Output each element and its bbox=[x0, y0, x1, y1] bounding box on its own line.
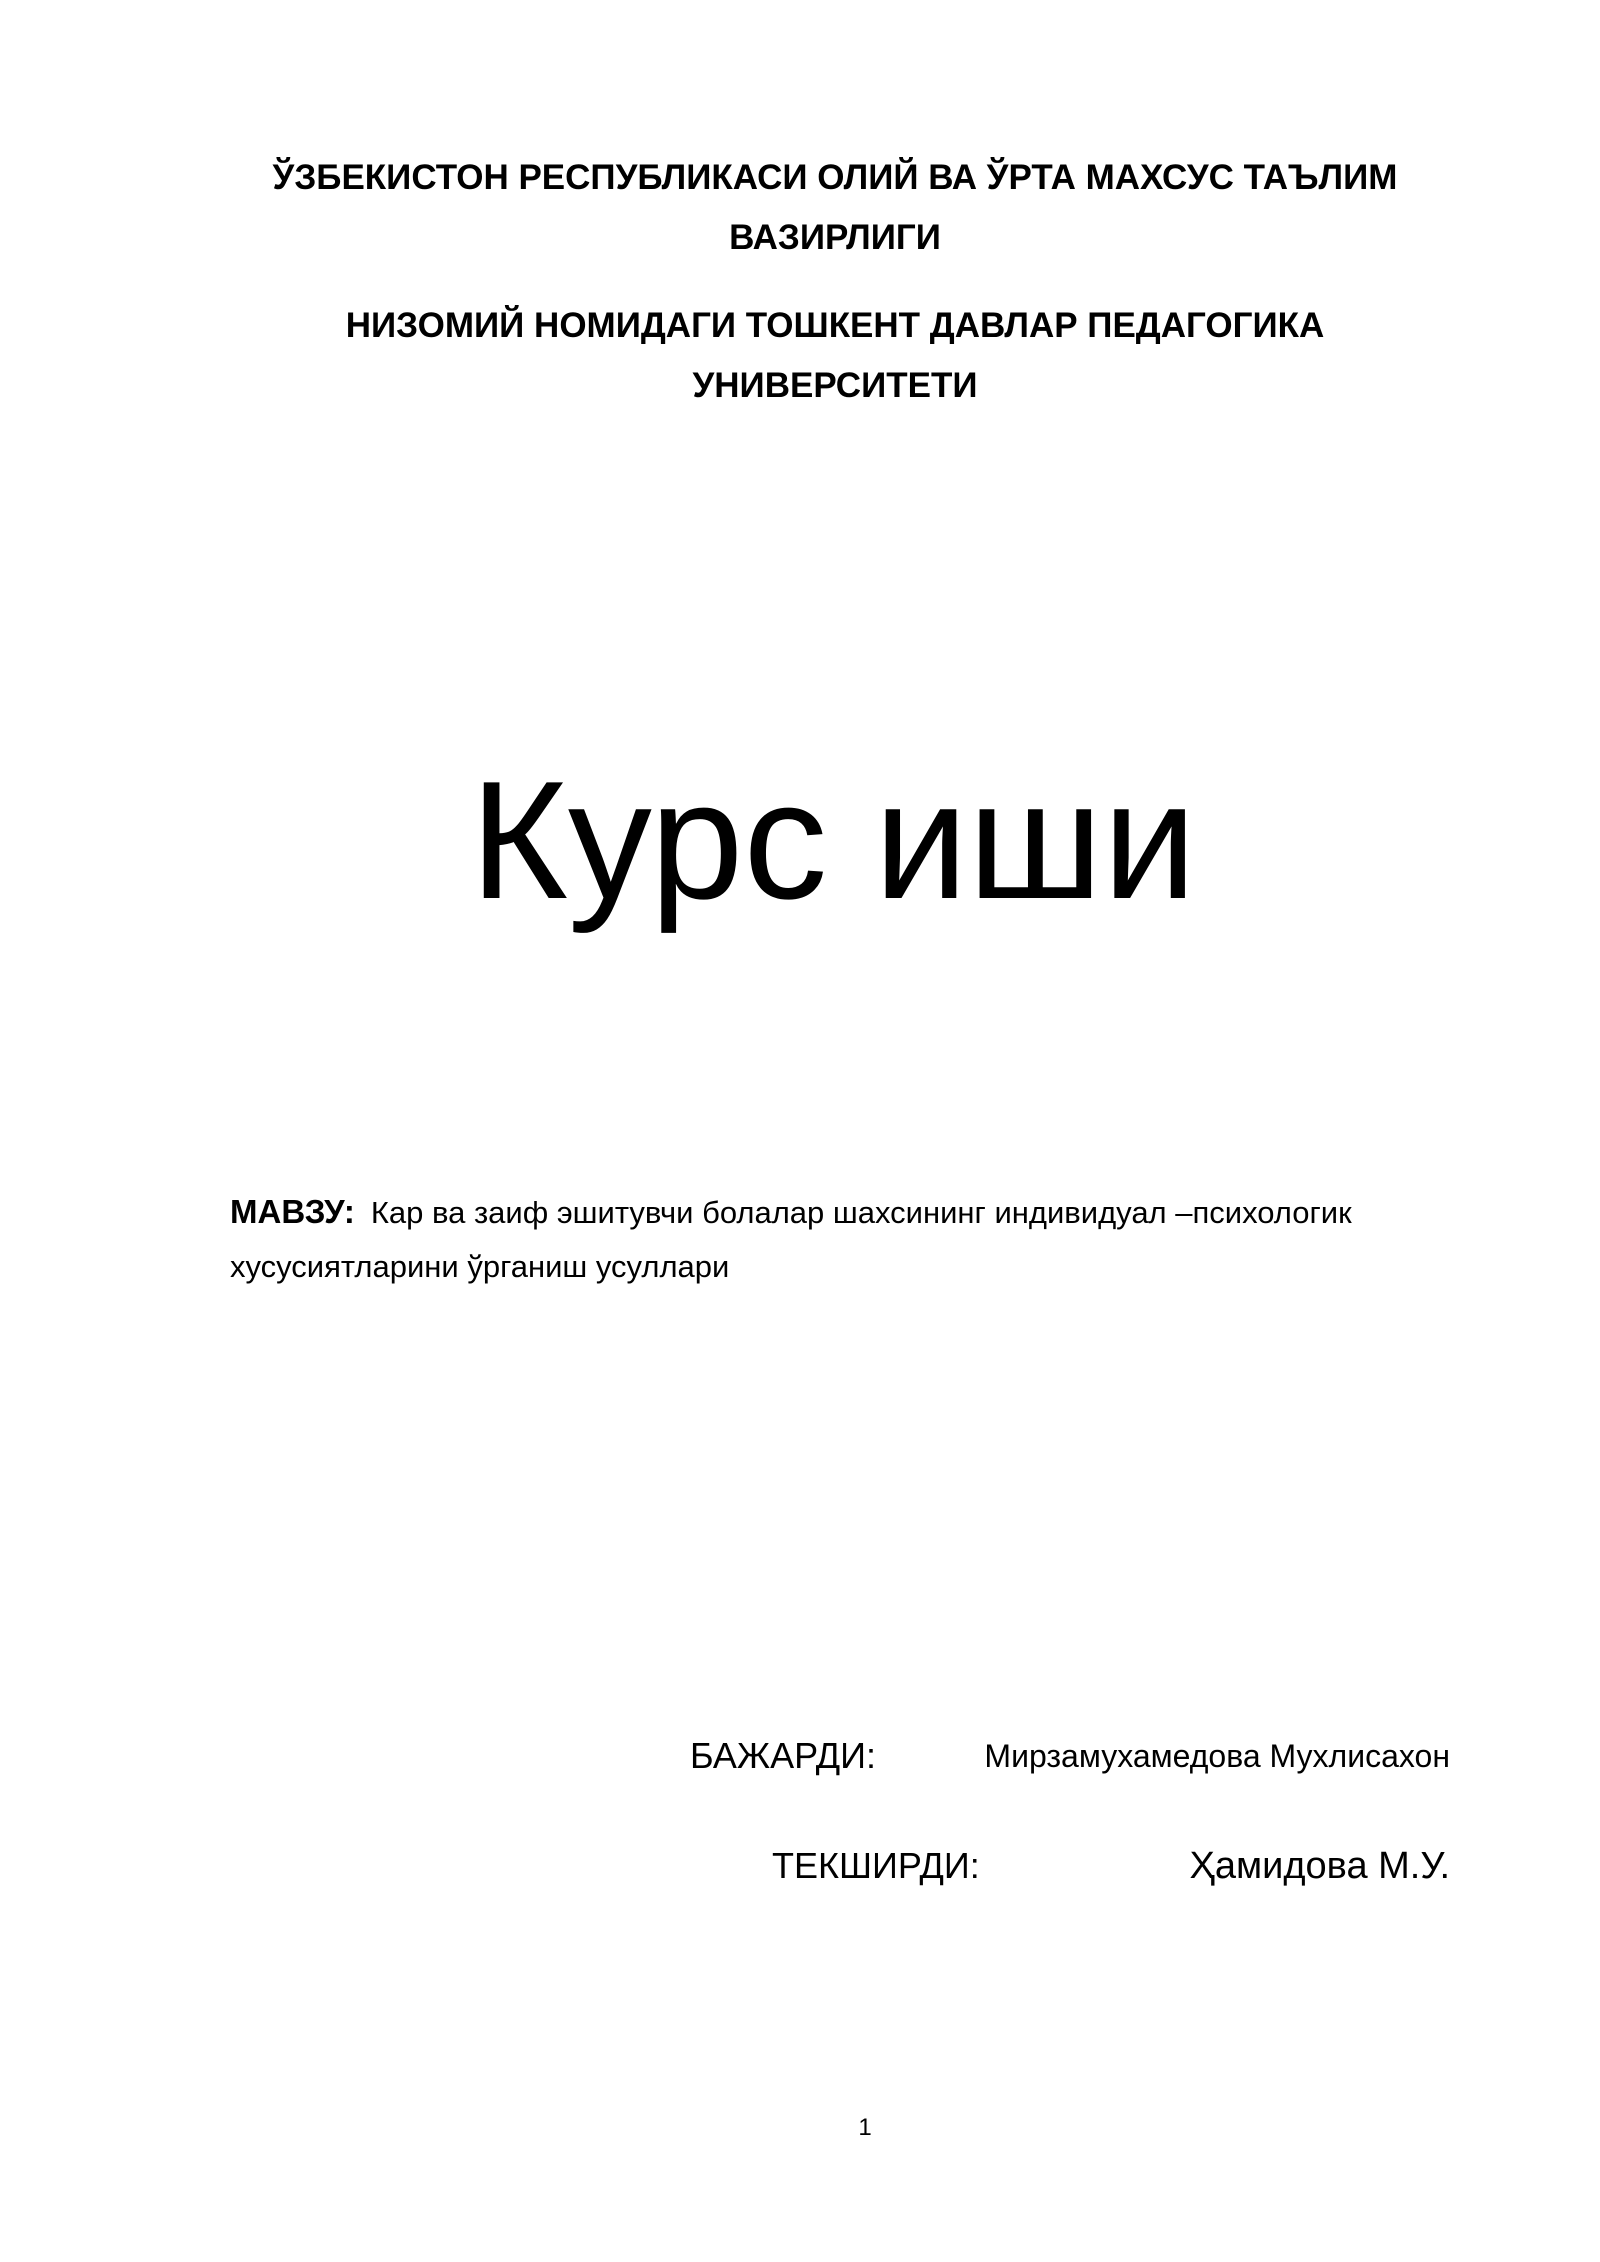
checked-by-row bbox=[772, 1834, 1450, 1898]
performed-by-row bbox=[690, 1726, 1450, 1786]
university-heading bbox=[230, 296, 1440, 416]
ministry-heading bbox=[230, 148, 1440, 268]
university-heading-line1: НИЗОМИЙ НОМИДАГИ ТОШКЕНТ ДАВЛАР ПЕДАГОГИКА bbox=[345, 306, 1325, 345]
topic-label: МАВЗУ: bbox=[230, 1193, 355, 1230]
topic-text: Кар ва заиф эшитувчи болалар шахсининг индивидуал –психологик хусусиятларини ўрганиш усуллари bbox=[230, 1195, 1352, 1284]
page-number: 1 bbox=[858, 2114, 872, 2141]
ministry-heading-line1: ЎЗБЕКИСТОН РЕСПУБЛИКАСИ ОЛИЙ ВА ЎРТА МАХСУС ТАЪЛИМ bbox=[272, 158, 1398, 197]
checked-by-label: ТЕКШИРДИ: bbox=[772, 1845, 980, 1886]
document-title: Курс иши bbox=[470, 746, 1197, 934]
ministry-heading-line2: ВАЗИРЛИГИ bbox=[729, 218, 941, 257]
checked-by-name: Ҳамидова М.У. bbox=[1189, 1845, 1450, 1887]
topic-block bbox=[230, 1185, 1500, 1294]
university-heading-line2: УНИВЕРСИТЕТИ bbox=[692, 366, 978, 405]
performed-by-name: Мирзамухамедова Мухлисахон bbox=[984, 1738, 1450, 1774]
performed-by-label: БАЖАРДИ: bbox=[690, 1735, 876, 1776]
